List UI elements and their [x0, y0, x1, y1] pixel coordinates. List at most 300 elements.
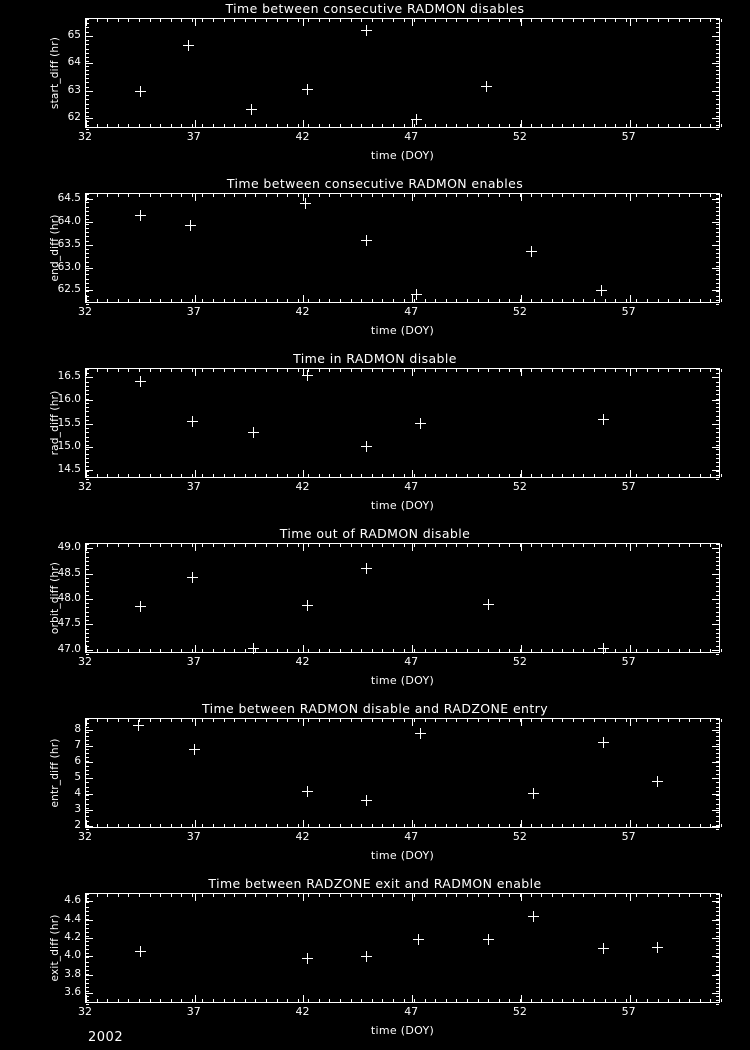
y-minor-tick [716, 19, 719, 20]
y-minor-tick [716, 369, 719, 370]
x-minor-tick [319, 474, 320, 477]
x-minor-tick [266, 19, 267, 22]
y-minor-tick [716, 749, 719, 750]
x-major-tick [521, 544, 522, 551]
x-minor-tick [668, 194, 669, 197]
x-minor-tick [499, 824, 500, 827]
x-minor-tick [171, 649, 172, 652]
y-minor-tick [86, 441, 89, 442]
y-minor-tick [716, 283, 719, 284]
x-minor-tick [351, 649, 352, 652]
x-minor-tick [107, 124, 108, 127]
y-minor-tick [86, 586, 89, 587]
x-major-tick [521, 369, 522, 376]
y-minor-tick [86, 736, 89, 737]
y-axis-label-text: exit_diff (hr) [49, 914, 61, 982]
x-minor-tick [541, 544, 542, 547]
y-minor-tick [716, 821, 719, 822]
x-minor-tick [626, 474, 627, 477]
y-tick-label: 62.5 [57, 283, 81, 296]
y-minor-tick [716, 262, 719, 263]
x-major-tick [630, 295, 631, 302]
x-minor-tick [202, 999, 203, 1002]
y-minor-tick [716, 753, 719, 754]
x-minor-tick [425, 824, 426, 827]
y-minor-tick [86, 578, 89, 579]
x-tick-label: 52 [512, 305, 527, 318]
y-minor-tick [86, 766, 89, 767]
x-minor-tick [393, 824, 394, 827]
x-minor-tick [668, 19, 669, 22]
y-minor-tick [716, 416, 719, 417]
x-minor-tick [192, 124, 193, 127]
x-minor-tick [171, 544, 172, 547]
y-minor-tick [86, 924, 89, 925]
x-minor-tick [605, 824, 606, 827]
y-minor-tick [86, 757, 89, 758]
y-minor-tick [716, 591, 719, 592]
x-tick-label: 52 [512, 480, 527, 493]
x-minor-tick [351, 299, 352, 302]
x-minor-tick [679, 544, 680, 547]
x-minor-tick [202, 194, 203, 197]
x-minor-tick [192, 719, 193, 722]
y-minor-tick [716, 732, 719, 733]
x-minor-tick [583, 299, 584, 302]
x-tick-label: 47 [404, 1005, 419, 1018]
x-minor-tick [213, 299, 214, 302]
x-axis-label: time (DOY) [370, 1024, 435, 1037]
x-minor-tick [255, 369, 256, 372]
x-minor-tick [499, 649, 500, 652]
x-minor-tick [467, 124, 468, 127]
x-minor-tick [192, 194, 193, 197]
x-minor-tick [710, 894, 711, 897]
x-minor-tick [626, 544, 627, 547]
y-minor-tick [86, 279, 89, 280]
chart-panel [0, 175, 750, 350]
y-minor-tick [716, 287, 719, 288]
x-minor-tick [361, 894, 362, 897]
y-minor-tick [716, 646, 719, 647]
x-minor-tick [531, 124, 532, 127]
x-minor-tick [118, 894, 119, 897]
x-minor-tick [277, 894, 278, 897]
x-major-tick [630, 470, 631, 477]
x-minor-tick [308, 299, 309, 302]
y-minor-tick [716, 578, 719, 579]
y-minor-tick [716, 32, 719, 33]
y-minor-tick [86, 194, 89, 195]
x-minor-tick [636, 824, 637, 827]
y-tick-label: 15.5 [57, 416, 81, 429]
x-minor-tick [636, 649, 637, 652]
y-minor-tick [86, 565, 89, 566]
x-minor-tick [636, 894, 637, 897]
x-minor-tick [128, 649, 129, 652]
x-minor-tick [509, 369, 510, 372]
y-minor-tick [716, 911, 719, 912]
y-minor-tick [86, 620, 89, 621]
x-minor-tick [128, 544, 129, 547]
x-minor-tick [689, 719, 690, 722]
x-minor-tick [456, 194, 457, 197]
x-minor-tick [234, 369, 235, 372]
y-minor-tick [86, 552, 89, 553]
x-minor-tick [456, 299, 457, 302]
y-minor-tick [86, 612, 89, 613]
x-minor-tick [118, 649, 119, 652]
y-major-tick [712, 938, 719, 939]
x-minor-tick [552, 894, 553, 897]
x-minor-tick [710, 299, 711, 302]
x-major-tick [521, 120, 522, 127]
x-minor-tick [700, 894, 701, 897]
x-minor-tick [552, 474, 553, 477]
y-minor-tick [86, 236, 89, 237]
x-minor-tick [446, 999, 447, 1002]
x-minor-tick [245, 299, 246, 302]
x-minor-tick [562, 544, 563, 547]
y-minor-tick [86, 607, 89, 608]
y-tick-label: 64 [67, 56, 81, 68]
data-point-marker [135, 376, 146, 387]
x-minor-tick [266, 894, 267, 897]
x-minor-tick [118, 19, 119, 22]
x-tick-labels [78, 480, 720, 496]
x-minor-tick [329, 474, 330, 477]
x-minor-tick [435, 999, 436, 1002]
x-minor-tick [351, 999, 352, 1002]
x-minor-tick [382, 824, 383, 827]
x-minor-tick [605, 894, 606, 897]
data-point-marker [302, 600, 313, 611]
x-minor-tick [277, 124, 278, 127]
data-point-marker [361, 563, 372, 574]
x-minor-tick [181, 299, 182, 302]
x-minor-tick [255, 474, 256, 477]
x-minor-tick [202, 719, 203, 722]
y-major-tick [712, 762, 719, 763]
x-minor-tick [340, 544, 341, 547]
y-minor-tick [86, 87, 89, 88]
x-minor-tick [393, 369, 394, 372]
y-major-tick [86, 36, 93, 37]
x-minor-tick [488, 544, 489, 547]
data-point-marker [302, 786, 313, 797]
x-minor-tick [467, 649, 468, 652]
x-minor-tick [107, 474, 108, 477]
x-minor-tick [541, 19, 542, 22]
x-minor-tick [361, 474, 362, 477]
chart-title: Time between consecutive RADMON disables [225, 1, 525, 16]
x-tick-label: 52 [512, 655, 527, 668]
x-minor-tick [456, 19, 457, 22]
x-minor-tick [277, 474, 278, 477]
x-minor-tick [636, 999, 637, 1002]
x-minor-tick [679, 649, 680, 652]
x-minor-tick [626, 124, 627, 127]
y-minor-tick [716, 719, 719, 720]
x-minor-tick [372, 544, 373, 547]
x-minor-tick [139, 999, 140, 1002]
x-minor-tick [361, 824, 362, 827]
x-axis-label: time (DOY) [370, 674, 435, 687]
x-minor-tick [647, 544, 648, 547]
x-minor-tick [150, 999, 151, 1002]
x-minor-tick [308, 894, 309, 897]
data-point-marker [526, 246, 537, 257]
x-minor-tick [594, 369, 595, 372]
x-minor-tick [689, 824, 690, 827]
x-minor-tick [668, 649, 669, 652]
y-major-tick [712, 650, 719, 651]
x-major-tick [303, 995, 304, 1002]
y-minor-tick [86, 475, 89, 476]
x-tick-labels [78, 130, 720, 146]
x-minor-tick [404, 544, 405, 547]
x-tick-label: 42 [295, 130, 310, 143]
x-tick-labels [78, 1005, 720, 1021]
x-axis-label: time (DOY) [370, 499, 435, 512]
data-point-marker [185, 220, 196, 231]
x-tick-label: 57 [621, 305, 636, 318]
x-minor-tick [404, 299, 405, 302]
x-minor-tick [372, 719, 373, 722]
x-minor-tick [266, 719, 267, 722]
x-minor-tick [118, 299, 119, 302]
y-minor-tick [716, 804, 719, 805]
y-minor-tick [716, 612, 719, 613]
x-major-tick [630, 995, 631, 1002]
x-minor-tick [213, 194, 214, 197]
x-minor-tick [139, 299, 140, 302]
y-minor-tick [716, 1000, 719, 1001]
x-minor-tick [340, 649, 341, 652]
x-minor-tick [319, 894, 320, 897]
x-minor-tick [541, 999, 542, 1002]
x-minor-tick [351, 824, 352, 827]
y-minor-tick [86, 78, 89, 79]
x-minor-tick [721, 649, 722, 652]
x-minor-tick [689, 544, 690, 547]
x-minor-tick [414, 19, 415, 22]
y-minor-tick [86, 915, 89, 916]
x-minor-tick [181, 194, 182, 197]
y-minor-tick [716, 99, 719, 100]
y-minor-tick [716, 962, 719, 963]
x-minor-tick [710, 369, 711, 372]
x-minor-tick [700, 544, 701, 547]
y-tick-label: 4.0 [64, 949, 81, 962]
x-minor-tick [245, 824, 246, 827]
y-minor-tick [716, 983, 719, 984]
y-minor-tick [86, 629, 89, 630]
y-minor-tick [86, 557, 89, 558]
y-major-tick [712, 36, 719, 37]
x-minor-tick [181, 474, 182, 477]
y-minor-tick [86, 40, 89, 41]
x-minor-tick [97, 649, 98, 652]
x-minor-tick [541, 894, 542, 897]
y-minor-tick [86, 962, 89, 963]
x-minor-tick [710, 719, 711, 722]
x-minor-tick [171, 299, 172, 302]
x-minor-tick [467, 894, 468, 897]
x-minor-tick [435, 824, 436, 827]
y-minor-tick [86, 458, 89, 459]
y-tick-label: 63.5 [57, 237, 81, 250]
x-minor-tick [467, 369, 468, 372]
y-major-tick [86, 574, 93, 575]
y-major-tick [86, 377, 93, 378]
y-minor-tick [86, 373, 89, 374]
x-minor-tick [541, 299, 542, 302]
x-minor-tick [615, 194, 616, 197]
y-minor-tick [86, 970, 89, 971]
x-minor-tick [308, 824, 309, 827]
x-minor-tick [329, 894, 330, 897]
x-minor-tick [552, 299, 553, 302]
x-minor-tick [636, 19, 637, 22]
x-minor-tick [171, 19, 172, 22]
x-minor-tick [425, 124, 426, 127]
x-minor-tick [97, 299, 98, 302]
y-major-tick [86, 901, 93, 902]
x-minor-tick [107, 299, 108, 302]
x-minor-tick [150, 894, 151, 897]
y-minor-tick [716, 207, 719, 208]
y-tick-label: 65 [67, 28, 81, 41]
x-minor-tick [679, 999, 680, 1002]
x-minor-tick [213, 999, 214, 1002]
y-major-tick [86, 400, 93, 401]
x-minor-tick [361, 719, 362, 722]
x-minor-tick [615, 19, 616, 22]
x-minor-tick [139, 824, 140, 827]
y-minor-tick [86, 902, 89, 903]
x-minor-tick [552, 999, 553, 1002]
x-minor-tick [150, 19, 151, 22]
x-minor-tick [636, 299, 637, 302]
y-minor-tick [86, 616, 89, 617]
x-minor-tick [594, 719, 595, 722]
x-minor-tick [615, 999, 616, 1002]
x-minor-tick [658, 649, 659, 652]
x-minor-tick [435, 194, 436, 197]
x-minor-tick [319, 369, 320, 372]
y-minor-tick [716, 219, 719, 220]
x-minor-tick [351, 544, 352, 547]
x-minor-tick [382, 299, 383, 302]
x-minor-tick [573, 894, 574, 897]
y-minor-tick [716, 475, 719, 476]
x-major-tick [521, 894, 522, 901]
x-minor-tick [287, 544, 288, 547]
y-minor-tick [716, 224, 719, 225]
data-point-marker [481, 81, 492, 92]
x-minor-tick [509, 19, 510, 22]
x-minor-tick [329, 124, 330, 127]
y-tick-label: 16.5 [57, 370, 81, 383]
x-minor-tick [277, 299, 278, 302]
x-minor-tick [626, 194, 627, 197]
y-minor-tick [716, 787, 719, 788]
x-major-tick [412, 295, 413, 302]
x-minor-tick [700, 474, 701, 477]
x-tick-label: 32 [78, 130, 92, 143]
y-minor-tick [86, 812, 89, 813]
y-minor-tick [716, 279, 719, 280]
y-minor-tick [86, 723, 89, 724]
x-minor-tick [382, 999, 383, 1002]
y-minor-tick [86, 996, 89, 997]
x-minor-tick [647, 999, 648, 1002]
y-minor-tick [716, 603, 719, 604]
x-minor-tick [202, 894, 203, 897]
x-minor-tick [541, 124, 542, 127]
x-minor-tick [192, 369, 193, 372]
x-minor-tick [583, 474, 584, 477]
x-minor-tick [531, 19, 532, 22]
x-minor-tick [202, 474, 203, 477]
x-minor-tick [107, 369, 108, 372]
x-minor-tick [118, 544, 119, 547]
y-minor-tick [716, 49, 719, 50]
x-minor-tick [446, 299, 447, 302]
x-minor-tick [700, 824, 701, 827]
x-minor-tick [298, 824, 299, 827]
y-major-tick [86, 268, 93, 269]
x-minor-tick [509, 719, 510, 722]
x-minor-tick [721, 299, 722, 302]
x-minor-tick [224, 824, 225, 827]
x-minor-tick [647, 19, 648, 22]
x-minor-tick [340, 474, 341, 477]
y-minor-tick [86, 215, 89, 216]
x-minor-tick [319, 719, 320, 722]
y-minor-tick [86, 966, 89, 967]
x-minor-tick [202, 824, 203, 827]
y-major-tick [712, 794, 719, 795]
y-minor-tick [86, 782, 89, 783]
x-major-tick [630, 120, 631, 127]
x-minor-tick [382, 474, 383, 477]
x-minor-tick [404, 124, 405, 127]
y-minor-tick [86, 257, 89, 258]
x-minor-tick [372, 999, 373, 1002]
y-minor-tick [716, 95, 719, 96]
y-minor-tick [716, 766, 719, 767]
x-minor-tick [721, 894, 722, 897]
y-minor-tick [716, 966, 719, 967]
x-minor-tick [255, 719, 256, 722]
x-minor-tick [266, 369, 267, 372]
x-minor-tick [298, 894, 299, 897]
x-minor-tick [710, 19, 711, 22]
x-minor-tick [478, 544, 479, 547]
x-minor-tick [213, 719, 214, 722]
x-minor-tick [224, 474, 225, 477]
x-minor-tick [128, 299, 129, 302]
y-tick-label: 14.5 [57, 462, 81, 475]
x-minor-tick [372, 194, 373, 197]
x-minor-tick [721, 474, 722, 477]
x-minor-tick [340, 894, 341, 897]
y-minor-tick [86, 449, 89, 450]
x-minor-tick [541, 824, 542, 827]
y-minor-tick [716, 462, 719, 463]
